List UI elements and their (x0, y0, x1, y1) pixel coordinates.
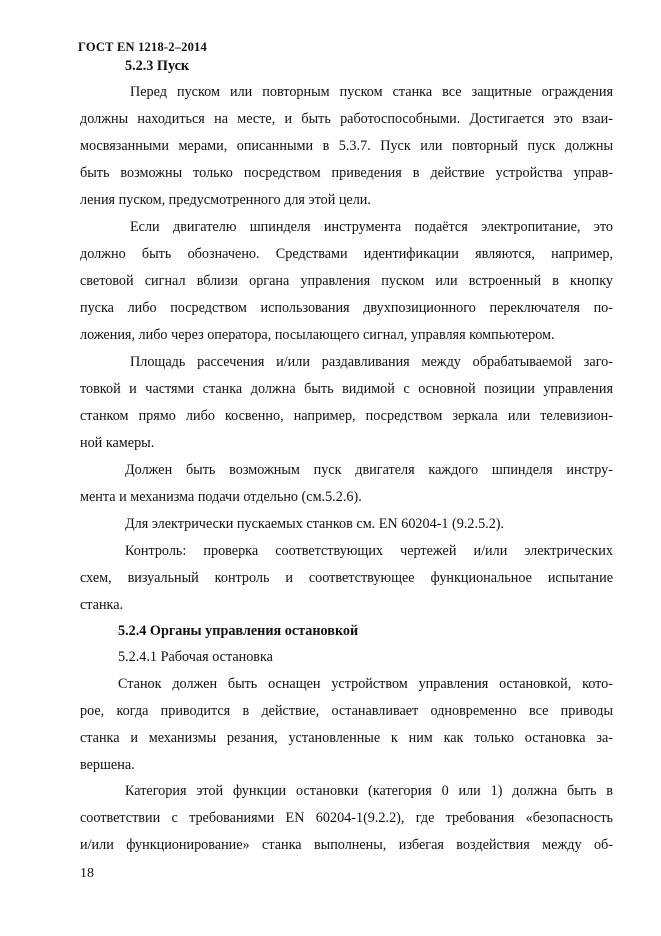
text-line: пуска либо посредством использования двухпозиционного переключателя по- (80, 300, 613, 316)
text-line: мента и механизма подачи отдельно (см.5.2.6). (80, 489, 362, 505)
text-line: Станок должен быть оснащен устройством управления остановкой, кото- (118, 676, 613, 692)
text-line: 5.2.4.1 Рабочая остановка (118, 649, 273, 665)
text-line: и/или функционирование» станка выполнены, избегая воздействия между об- (80, 837, 613, 853)
document-header: ГОСТ EN 1218-2–2014 (78, 40, 207, 54)
page-number: 18 (80, 866, 94, 881)
text-line: ления пуском, предусмотренного для этой цели. (80, 192, 371, 208)
text-line: станком прямо либо косвенно, например, посредством зеркала или телевизион- (80, 408, 613, 424)
text-line: Для электрически пускаемых станков см. EN 60204-1 (9.2.5.2). (125, 516, 505, 532)
text-line: быть возможны только посредством приведения в действие устройства управ- (80, 165, 613, 181)
text-line: ной камеры. (80, 435, 155, 451)
text-line: 5.2.3 Пуск (125, 58, 190, 74)
text-line: вершена. (80, 757, 135, 773)
text-line: соответствии с требованиями EN 60204-1(9.2.2), где требования «безопасность (80, 810, 613, 826)
text-line: станка. (80, 597, 124, 613)
text-line: схем, визуальный контроль и соответствующее функциональное испытание (80, 570, 613, 586)
text-line: Категория этой функции остановки (категория 0 или 1) должна быть в (125, 783, 613, 799)
text-line: товкой и частями станка должна быть видимой с основной позиции управления (80, 381, 613, 397)
text-line: 5.2.4 Органы управления остановкой (118, 623, 359, 639)
text-line: мосвязанными мерами, описанными в 5.3.7. Пуск или повторный пуск должны (80, 138, 613, 154)
text-line: Должен быть возможным пуск двигателя каждого шпинделя инстру- (125, 462, 613, 478)
text-line: ложения, либо через оператора, посылающего сигнал, управляя компьютером. (80, 327, 555, 343)
text-line: рое, когда приводится в действие, останавливает одновременно все приводы (80, 703, 613, 719)
text-line: Контроль: проверка соответствующих чертежей и/или электрических (125, 543, 613, 559)
text-line: Перед пуском или повторным пуском станка все защитные ограждения (130, 84, 613, 100)
text-line: должно быть обозначено. Средствами идентификации являются, например, (80, 246, 613, 262)
text-line: Площадь рассечения и/или раздавливания между обрабатываемой заго- (130, 354, 613, 370)
text-line: станка и механизмы резания, установленные к ним как только остановка за- (80, 730, 613, 746)
text-line: световой сигнал вблизи органа управления пуском или встроенный в кнопку (80, 273, 613, 289)
text-line: Если двигателю шпинделя инструмента подаётся электропитание, это (130, 219, 613, 235)
text-line: должны находиться на месте, и быть работоспособными. Достигается это взаи- (80, 111, 613, 127)
